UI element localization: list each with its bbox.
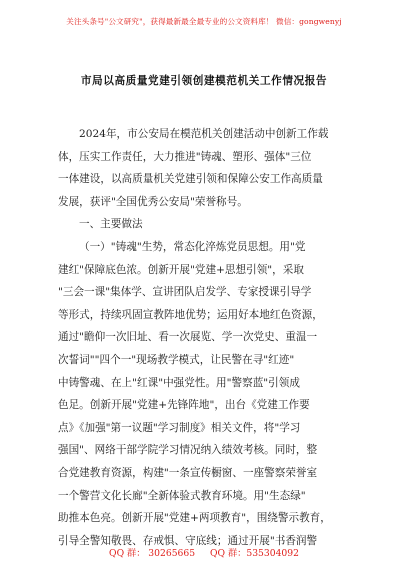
paragraph-line: 建红"保障底色浓。创新开展"党建+思想引领"，采取 — [58, 263, 304, 276]
footer-qq-group-2: QQ 群：535304092 — [210, 548, 299, 559]
paragraph-line: 点》《加强"第一议题"学习制度》相关文件，将"学习 — [58, 421, 301, 434]
paragraph-line: 助推本色亮。创新开展"党建+两项教育"，围绕警示教育， — [58, 512, 331, 525]
paragraph-line: 2024年，市公安局在模范机关创建活动中创新工作载 — [79, 128, 329, 140]
paragraph-line: 合党建教育资源，构建"一条宣传橱窗、一座警察荣誉室 — [58, 466, 318, 479]
section-heading: 一、主要做法 — [79, 218, 143, 231]
document-title: 市局以高质量党建引领创建模范机关工作情况报告 — [80, 75, 328, 87]
paragraph-line: 强国"、网络干部学院学习情况纳入绩效考核。同时，整 — [58, 444, 318, 457]
paragraph-line: 色足。创新开展"党建+先锋阵地"，出台《党建工作要 — [58, 399, 310, 412]
paragraph-line: 通过"瞻仰一次旧址、看一次展览、学一次党史、重温一 — [58, 331, 318, 344]
paragraph-line: 引导全警知敬畏、存戒惧、守底线；通过开展"书香润警 — [58, 534, 318, 547]
footer-qq-group-1: QQ 群： 30265665 — [109, 548, 196, 559]
paragraph-line: "三会一课"集体学、宣讲团队启发学、专家授课引导学 — [58, 286, 312, 299]
paragraph-line: 次誓词""四个一"现场教学模式，让民警在寻"红迹" — [58, 353, 295, 366]
paragraph-line: 一个警营文化长廊"全新体验式教育环境。用"生态绿" — [58, 489, 306, 502]
paragraph-line: 中铸警魂、在上"红课"中强党性。用"警察蓝"引领成 — [58, 376, 300, 389]
paragraph-line: 体，压实工作责任，大力推进"铸魂、塑形、强体"三位 — [58, 150, 312, 163]
paragraph-line: 一体建设，以高质量机关党建引领和保障公安工作高质量 — [58, 173, 323, 186]
footer-contact — [0, 545, 408, 559]
paragraph-line: 发展，获评"全国优秀公安局"荣誉称号。 — [58, 195, 248, 208]
paragraph-line: （一）"铸魂"生势，常态化淬炼党员思想。用"党 — [79, 240, 306, 253]
header-banner: 关注头条号"公文研究"，获得最新最全最专业的公文资料库！ 微信：gongwenyj — [66, 17, 342, 26]
paragraph-line: 等形式，持续巩固宣教阵地优势；运用好本地红色资源， — [58, 308, 323, 321]
document-body — [58, 123, 358, 552]
